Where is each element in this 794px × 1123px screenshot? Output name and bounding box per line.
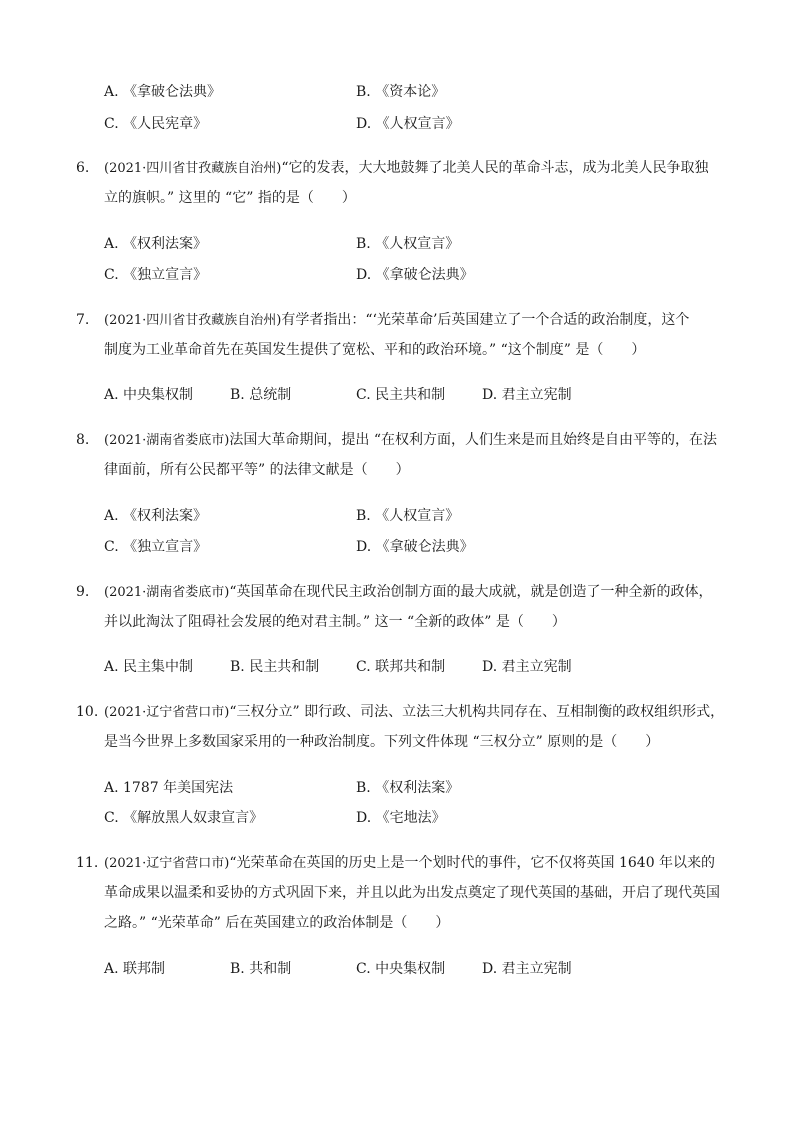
q10-option-c: C. 《解放黑人奴隶宣言》 — [104, 810, 264, 826]
q6-option-c: C. 《独立宣言》 — [104, 267, 208, 283]
q9-number: 9. — [76, 584, 90, 600]
q11-number: 11. — [76, 855, 99, 871]
q11-stem-2: 革命成果以温柔和妥协的方式巩固下来，并且以此为出发点奠定了现代英国的基础，开启了现代英国 — [104, 885, 720, 901]
q9-source: (2021·湖南省娄底市) — [104, 585, 230, 600]
q7-stem-1: 有学者指出：“‘光荣革命’后英国建立了一个合适的政治制度，这个 — [281, 312, 690, 328]
q8-option-a: A. 《权利法案》 — [104, 508, 208, 524]
q5-option-a: A. 《拿破仑法典》 — [104, 84, 222, 100]
q7-number: 7. — [76, 312, 90, 328]
q8-line-1 — [104, 430, 717, 451]
q10-source: (2021·辽宁省营口市) — [104, 705, 230, 720]
q6-option-a: A. 《权利法案》 — [104, 236, 208, 252]
q6-option-d: D. 《拿破仑法典》 — [356, 267, 474, 283]
q6-stem-2: 立的旗帜。” 这里的 “它” 指的是（ ） — [104, 190, 356, 206]
q7-option-b: B. 总统制 — [230, 387, 292, 403]
q11-option-a: A. 联邦制 — [104, 961, 166, 977]
q5-option-d: D. 《人权宣言》 — [356, 116, 460, 132]
q9-option-a: A. 民主集中制 — [104, 659, 194, 675]
q8-stem-1: 法国大革命期间，提出 “在权利方面，人们生来是而且始终是自由平等的，在法 — [229, 432, 717, 448]
q7-option-a: A. 中央集权制 — [104, 387, 194, 403]
q6-option-b: B. 《人权宣言》 — [356, 236, 460, 252]
q6-number: 6. — [76, 160, 90, 176]
q11-line-1 — [104, 853, 715, 874]
q7-option-d: D. 君主立宪制 — [482, 387, 572, 403]
q10-stem-1: “三权分立” 即行政、司法、立法三大机构共同存在、互相制衡的政权组织形式， — [229, 704, 725, 720]
q9-option-b: B. 民主共和制 — [230, 659, 320, 675]
q9-stem-1: “英国革命在现代民主政治创制方面的最大成就，就是创造了一种全新的政体， — [229, 584, 713, 600]
q10-option-d: D. 《宅地法》 — [356, 810, 446, 826]
q8-stem-2: 律面前，所有公民都平等” 的法律文献是（ ） — [104, 462, 410, 478]
q9-line-1 — [104, 582, 713, 603]
q7-option-c: C. 民主共和制 — [356, 387, 446, 403]
q10-option-a: A. 1787 年美国宪法 — [104, 780, 234, 796]
q7-stem-2: 制度为工业革命首先在英国发生提供了宽松、平和的政治环境。” “这个制度” 是（ ） — [104, 342, 646, 358]
q6-line-1 — [104, 158, 709, 179]
q10-option-b: B. 《权利法案》 — [356, 780, 460, 796]
q5-option-b: B. 《资本论》 — [356, 84, 446, 100]
q8-number: 8. — [76, 432, 90, 448]
q11-option-b: B. 共和制 — [230, 961, 292, 977]
q10-stem-2: 是当今世界上多数国家采用的一种政治制度。下列文件体现 “三权分立” 原则的是（ ） — [104, 734, 660, 750]
q8-option-b: B. 《人权宣言》 — [356, 508, 460, 524]
q8-option-c: C. 《独立宣言》 — [104, 539, 208, 555]
q9-option-c: C. 联邦共和制 — [356, 659, 446, 675]
q6-stem-1: “它的发表，大大地鼓舞了北美人民的革命斗志，成为北美人民争取独 — [281, 160, 709, 176]
q9-stem-2: 并以此淘汰了阻碍社会发展的绝对君主制。” 这一 “全新的政体” 是（ ） — [104, 614, 566, 630]
q8-option-d: D. 《拿破仑法典》 — [356, 539, 474, 555]
q11-stem-1: “光荣革命在英国的历史上是一个划时代的事件，它不仅将英国 1640 年以来的 — [229, 855, 716, 871]
q11-stem-3: 之路。” “光荣革命” 后在英国建立的政治体制是（ ） — [104, 915, 450, 931]
q10-number: 10. — [76, 704, 99, 720]
q7-source: (2021·四川省甘孜藏族自治州) — [104, 313, 282, 328]
q5-option-c: C. 《人民宪章》 — [104, 116, 208, 132]
q10-line-1 — [104, 702, 724, 723]
q11-option-c: C. 中央集权制 — [356, 961, 446, 977]
q7-line-1 — [104, 310, 689, 331]
q11-source: (2021·辽宁省营口市) — [104, 856, 230, 871]
q8-source: (2021·湖南省娄底市) — [104, 433, 230, 448]
q9-option-d: D. 君主立宪制 — [482, 659, 572, 675]
q6-source: (2021·四川省甘孜藏族自治州) — [104, 161, 282, 176]
q11-option-d: D. 君主立宪制 — [482, 961, 572, 977]
